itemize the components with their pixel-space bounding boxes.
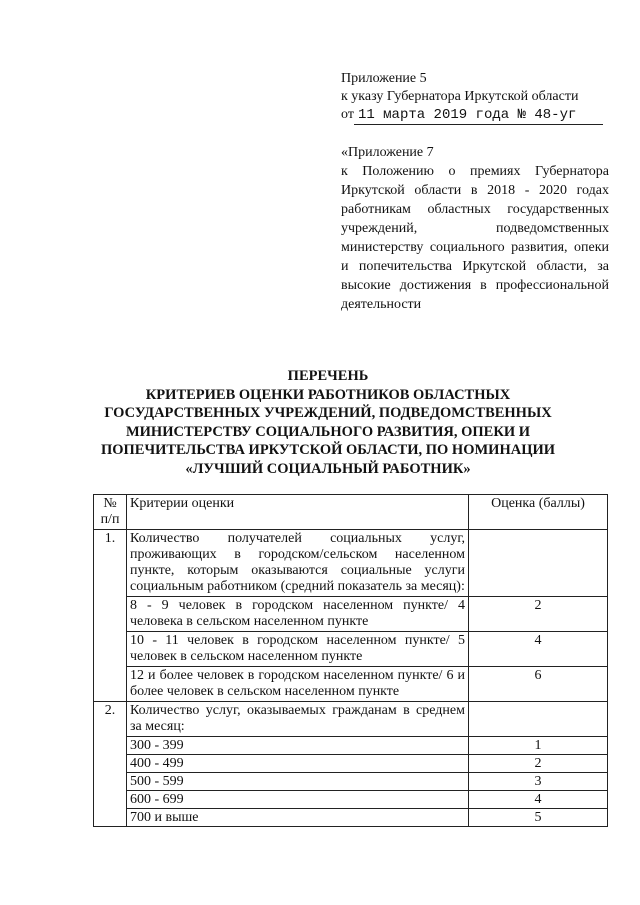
criterion-score: 5: [469, 809, 608, 827]
annex-note: [341, 143, 609, 314]
criterion-score: 1: [469, 737, 608, 755]
appendix-header: [341, 70, 603, 125]
section-1-score: [469, 530, 608, 597]
section-1-row: [94, 530, 608, 597]
header-num: № п/п: [94, 495, 127, 530]
table-row: [94, 737, 608, 755]
decree-date-number: 11 марта 2019 года № 48-уг: [354, 106, 603, 125]
criteria-table: [93, 494, 608, 827]
criterion-text: 400 - 499: [127, 755, 469, 773]
criterion-score: 3: [469, 773, 608, 791]
title-line-5: ПОПЕЧИТЕЛЬСТВА ИРКУТСКОЙ ОБЛАСТИ, ПО НОМИНАЦИИ: [100, 442, 556, 458]
table-row: [94, 791, 608, 809]
criterion-text: 600 - 699: [127, 791, 469, 809]
criterion-score: 4: [469, 632, 608, 667]
section-2-row: [94, 702, 608, 737]
decree-reference: [341, 106, 603, 125]
title-line-2: КРИТЕРИЕВ ОЦЕНКИ РАБОТНИКОВ ОБЛАСТНЫХ: [145, 386, 511, 403]
table-row: [94, 632, 608, 667]
document-title: [84, 367, 572, 478]
criterion-score: 6: [469, 667, 608, 702]
from-prefix: от: [341, 107, 354, 122]
annex-title: «Приложение 7: [341, 145, 434, 160]
criterion-score: 2: [469, 597, 608, 632]
header-score: Оценка (баллы): [469, 495, 608, 530]
title-line-6: «ЛУЧШИЙ СОЦИАЛЬНЫЙ РАБОТНИК»: [185, 460, 471, 477]
annex-body: к Положению о премиях Губернатора Иркутской области в 2018 - 2020 годах работникам областных государственных учреждений, подведомственных министерству социального развития, опеки и попечительства Иркутской области, за высокие достижения в профессиональной деятельности: [341, 164, 609, 312]
annex-label: Приложение 5: [341, 71, 427, 86]
table-row: [94, 667, 608, 702]
title-line-1: ПЕРЕЧЕНЬ: [287, 368, 369, 384]
section-2-num: 2.: [94, 702, 127, 827]
decree-line: к указу Губернатора Иркутской области: [341, 89, 579, 104]
table-row: [94, 597, 608, 632]
table-row: [94, 809, 608, 827]
criterion-text: 300 - 399: [127, 737, 469, 755]
criterion-text: 700 и выше: [127, 809, 469, 827]
section-2-score: [469, 702, 608, 737]
criterion-text: 8 - 9 человек в городском населенном пункте/ 4 человека в сельском населенном пункте: [127, 597, 469, 632]
table-header-row: [94, 495, 608, 530]
criterion-score: 2: [469, 755, 608, 773]
section-2-text: Количество услуг, оказываемых гражданам в среднем за месяц:: [127, 702, 469, 737]
criterion-text: 12 и более человек в городском населенном пункте/ 6 и более человек в сельском населенном пункте: [127, 667, 469, 702]
title-line-3: ГОСУДАРСТВЕННЫХ УЧРЕЖДЕНИЙ, ПОДВЕДОМСТВЕННЫХ: [104, 405, 552, 421]
table-row: [94, 755, 608, 773]
section-1-num: 1.: [94, 530, 127, 702]
title-line-4: МИНИСТЕРСТВУ СОЦИАЛЬНОГО РАЗВИТИЯ, ОПЕКИ И: [125, 423, 531, 440]
section-1-text: Количество получателей социальных услуг, проживающих в городском/сельском населенном пункте, которым оказываются социальные услуги социальным работником (средний показатель за месяц):: [127, 530, 469, 597]
header-criteria: Критерии оценки: [127, 495, 469, 530]
criterion-text: 10 - 11 человек в городском населенном пункте/ 5 человек в сельском населенном пункте: [127, 632, 469, 667]
criterion-text: 500 - 599: [127, 773, 469, 791]
criterion-score: 4: [469, 791, 608, 809]
table-row: [94, 773, 608, 791]
